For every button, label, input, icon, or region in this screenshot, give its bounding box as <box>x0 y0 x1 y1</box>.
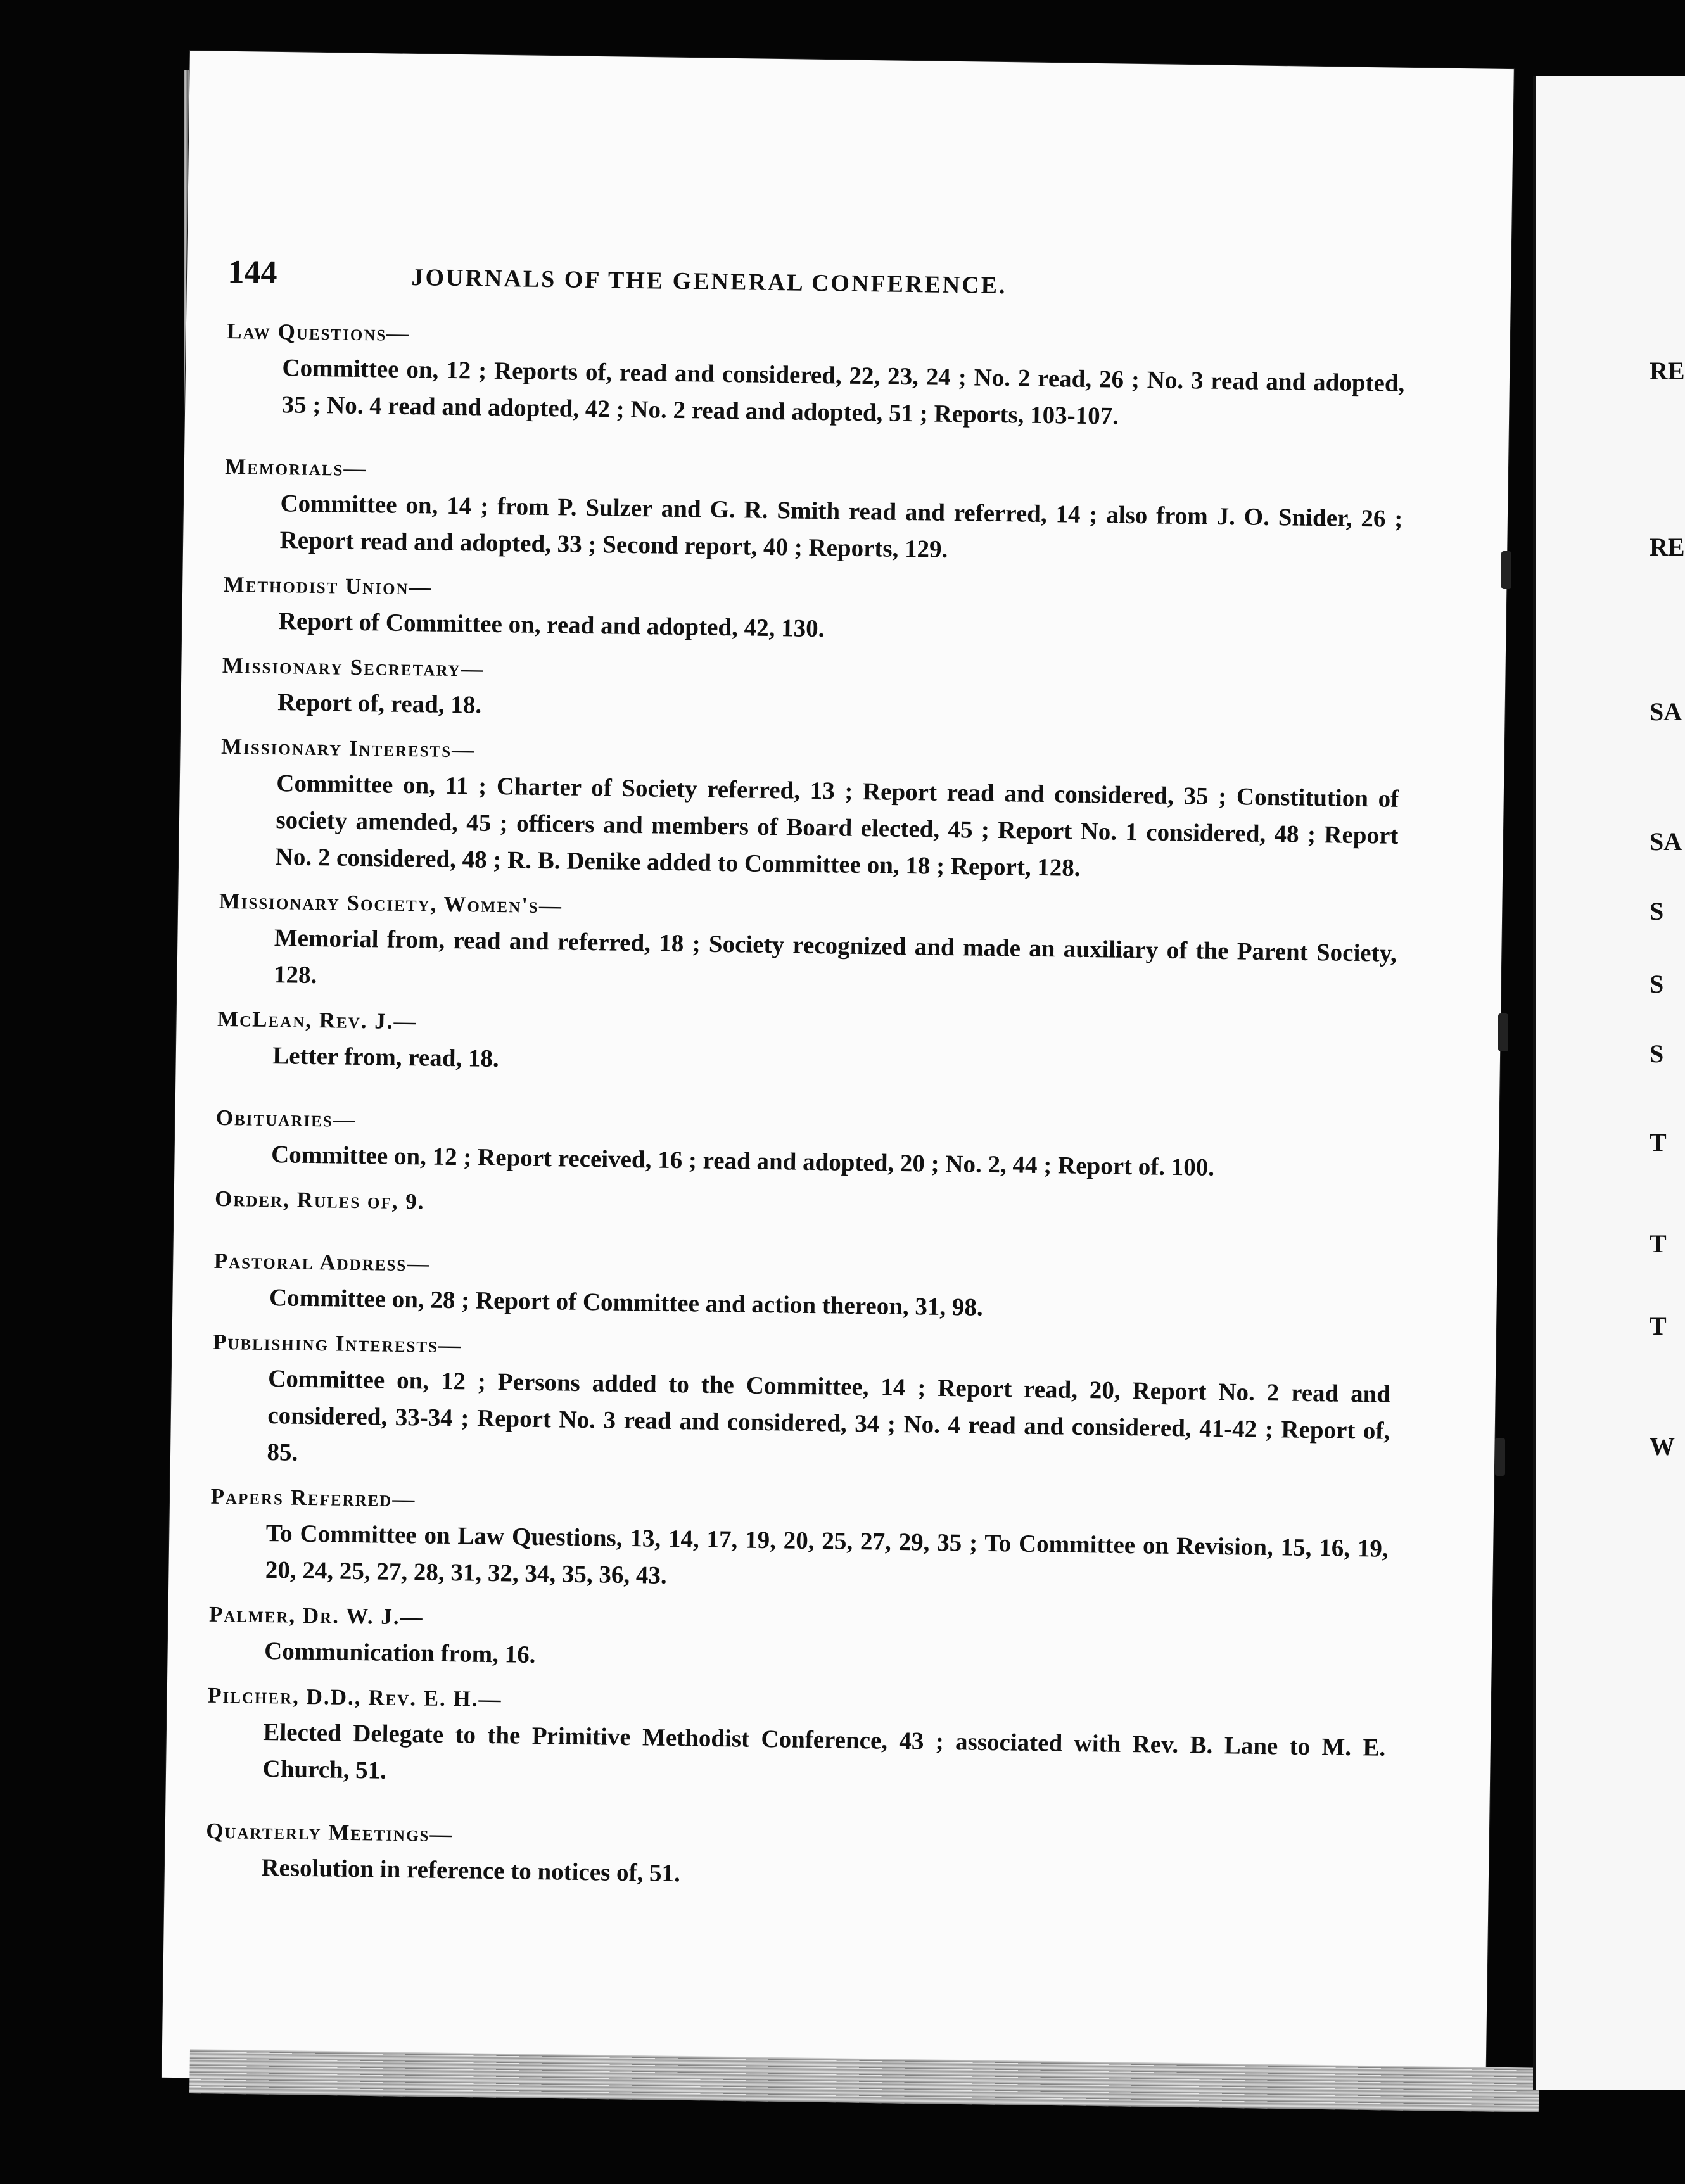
entry-heading: Memorials— <box>225 454 367 481</box>
entry-heading: Obituaries— <box>215 1105 357 1132</box>
entry-heading: Missionary Society, Women's— <box>219 888 563 918</box>
right-page-fragment: T <box>1650 1128 1667 1157</box>
index-entry <box>218 884 1397 1009</box>
right-page-fragment: SA <box>1650 697 1682 726</box>
index-entry <box>207 1678 1386 1803</box>
entry-heading: McLean, Rev. J.— <box>217 1006 417 1034</box>
entry-heading: Pastoral Address— <box>213 1248 431 1276</box>
entry-text: Report of Committee on, read and adopted, 42, 130. <box>278 607 825 643</box>
entry-text: Committee on, 14 ; from P. Sulzer and G. R. Smith read and referred, 14 ; also from J. O. Snider, 26 ; Report read and adopted, 33 ; Second report, 40 ; Reports, 129. <box>279 490 1403 563</box>
entry-text: Elected Delegate to the Primitive Methodist Conference, 43 ; associated with Rev. B. Lane to M. E. Church, 51. <box>262 1718 1386 1784</box>
index-page-content <box>205 253 1406 1911</box>
index-entry <box>210 1479 1389 1604</box>
right-page-fragment: RE <box>1650 533 1685 561</box>
entry-heading: Quarterly Meetings— <box>205 1818 454 1847</box>
entry-heading: Law Questions— <box>227 318 410 346</box>
index-entry <box>226 314 1405 439</box>
header-title: JOURNALS OF THE GENERAL CONFERENCE. <box>411 264 1007 300</box>
entry-text: Committee on, 11 ; Charter of Society referred, 13 ; Report read and considered, 35 ; Constitution of society amended, 45 ; officers and members of Board elected, 45 ; Report No. 1 considered, 48 ; Report No. 2 considered, 48 ; R. B. Denike added to Committee on, 18 ; Report, 128. <box>275 770 1399 882</box>
entry-heading: Missionary Interests— <box>220 733 476 763</box>
right-page-fragment: S <box>1650 1039 1664 1068</box>
index-entry <box>222 567 1401 656</box>
index-entry <box>217 1001 1396 1090</box>
entry-text: Communication from, 16. <box>264 1637 536 1668</box>
entry-text: Resolution in reference to notices of, 51. <box>261 1853 681 1888</box>
entry-text: Committee on, 28 ; Report of Committee and action thereon, 31, 98. <box>269 1284 983 1321</box>
right-page-fragment: W <box>1650 1432 1675 1461</box>
index-entry <box>215 1181 1394 1233</box>
entry-heading: Publishing Interests— <box>212 1329 462 1358</box>
entry-text: To Committee on Law Questions, 13, 14, 17, 19, 20, 25, 27, 29, 35 ; To Committee on Revision, 15, 16, 19, 20, 24, 25, 27, 28, 31, 32, 34, 35, 36, 43. <box>265 1520 1389 1589</box>
entry-text: Committee on, 12 ; Persons added to the Committee, 14 ; Report read, 20, Report No. 2 read and considered, 33-34 ; Report No. 3 read and considered, 34 ; No. 4 read and considered, 41-42 ; Report of, 85. <box>267 1365 1391 1466</box>
right-page-edge <box>1533 76 1685 2090</box>
entry-heading: Palmer, Dr. W. J.— <box>208 1601 424 1630</box>
index-entry <box>222 648 1401 737</box>
right-page-fragment: RE <box>1650 357 1685 385</box>
binding-stitch <box>1498 1013 1508 1051</box>
entry-text: Committee on, 12 ; Reports of, read and considered, 22, 23, 24 ; No. 2 read, 26 ; No. 3 read and adopted, 35 ; No. 4 read and adopted, 42 ; No. 2 read and adopted, 51 ; Reports, 103-107. <box>281 354 1405 430</box>
index-entry <box>208 1597 1387 1686</box>
entry-text: Memorial from, read and referred, 18 ; Society recognized and made an auxiliary of the Parent Society, 128. <box>273 924 1397 989</box>
entry-heading: Methodist Union— <box>223 571 433 600</box>
entry-text: Letter from, read, 18. <box>272 1042 499 1073</box>
right-page-fragment: T <box>1650 1229 1667 1258</box>
entry-text: Report of, read, 18. <box>277 689 482 719</box>
index-entry <box>219 729 1399 891</box>
entry-heading: Order, Rules of, 9. <box>214 1186 425 1214</box>
index-entry <box>211 1324 1391 1487</box>
binding-stitch <box>1501 551 1511 589</box>
entry-heading: Papers Referred— <box>210 1483 416 1512</box>
index-entry <box>224 449 1403 575</box>
right-page-fragment: SA <box>1650 827 1682 856</box>
right-page-fragment: T <box>1650 1312 1667 1340</box>
right-page-fragment: S <box>1650 897 1664 925</box>
entry-text: Committee on, 12 ; Report received, 16 ; read and adopted, 20 ; No. 2, 44 ; Report of. 100. <box>270 1141 1215 1181</box>
binding-stitch <box>1495 1438 1505 1476</box>
right-page-fragment: S <box>1650 970 1664 998</box>
entry-heading: Missionary Secretary— <box>222 652 485 682</box>
page-number: 144 <box>227 253 277 291</box>
entry-heading: Pilcher, D.D., Rev. E. H.— <box>207 1682 502 1712</box>
